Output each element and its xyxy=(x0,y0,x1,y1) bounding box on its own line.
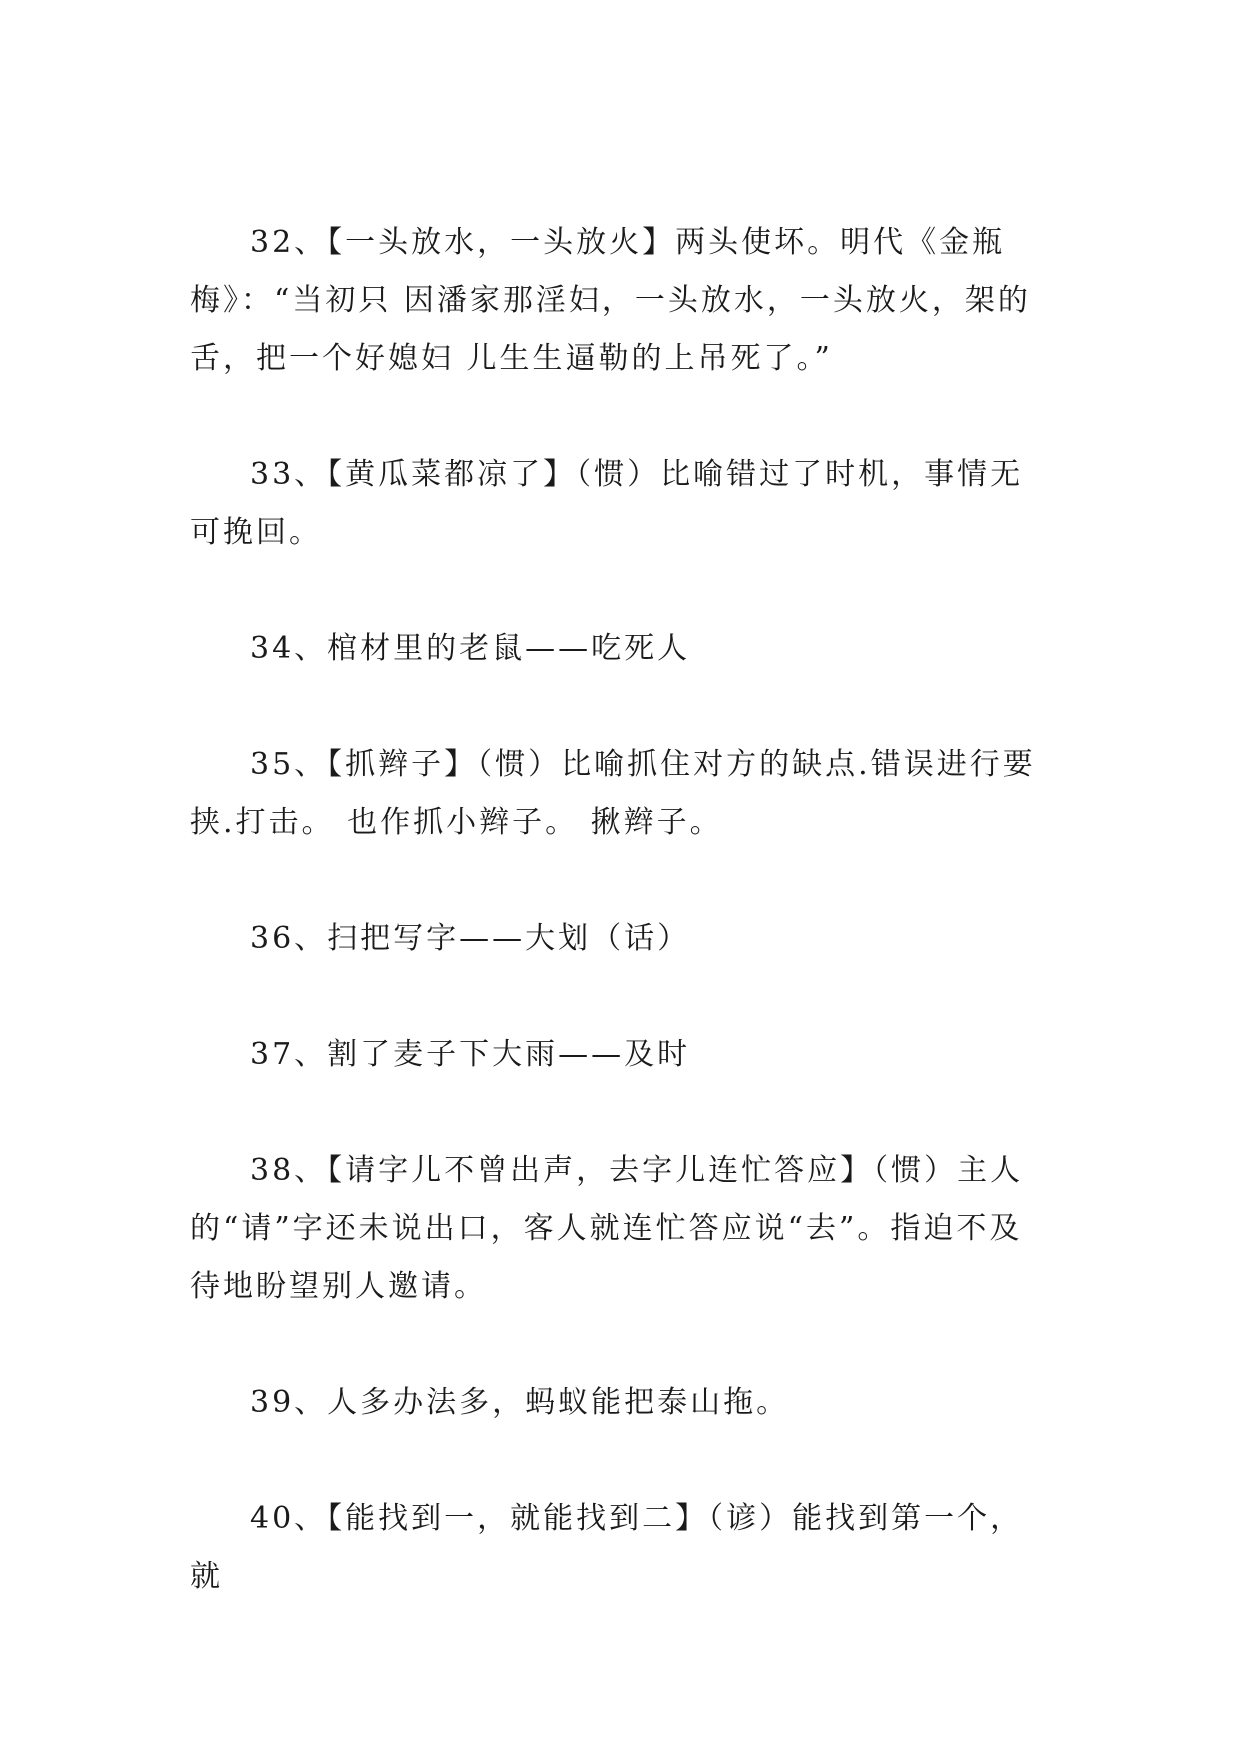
paragraph-32: 32、【一头放水，一头放火】两头使坏。明代《金瓶梅》：“当初只 因潘家那淫妇，一头放水，一头放火，架的舌，把一个好媳妇 儿生生逼勒的上吊死了。” xyxy=(190,225,1031,376)
paragraph-37: 37、割了麦子下大雨——及时 xyxy=(250,1037,691,1072)
paragraph-38: 38、【请字儿不曾出声，去字儿连忙答应】（惯）主人的“请”字还未说出口，客人就连忙答应说“去”。指迫不及待地盼望别人邀请。 xyxy=(190,1153,1024,1304)
paragraph-40: 40、【能找到一，就能找到二】（谚）能找到第一个，就 xyxy=(190,1501,1024,1594)
paragraph-35: 35、【抓辫子】（惯）比喻抓住对方的缺点.错误进行要挟.打击。 也作抓小辫子。 揪辫子。 xyxy=(190,747,1036,840)
paragraph-34: 34、棺材里的老鼠——吃死人 xyxy=(250,631,691,666)
paragraph-33: 33、【黄瓜菜都凉了】（惯）比喻错过了时机，事情无可挽回。 xyxy=(190,457,1024,550)
paragraph-36: 36、扫把写字——大划（话） xyxy=(250,921,691,956)
paragraph-39: 39、人多办法多，蚂蚁能把泰山拖。 xyxy=(250,1385,790,1420)
